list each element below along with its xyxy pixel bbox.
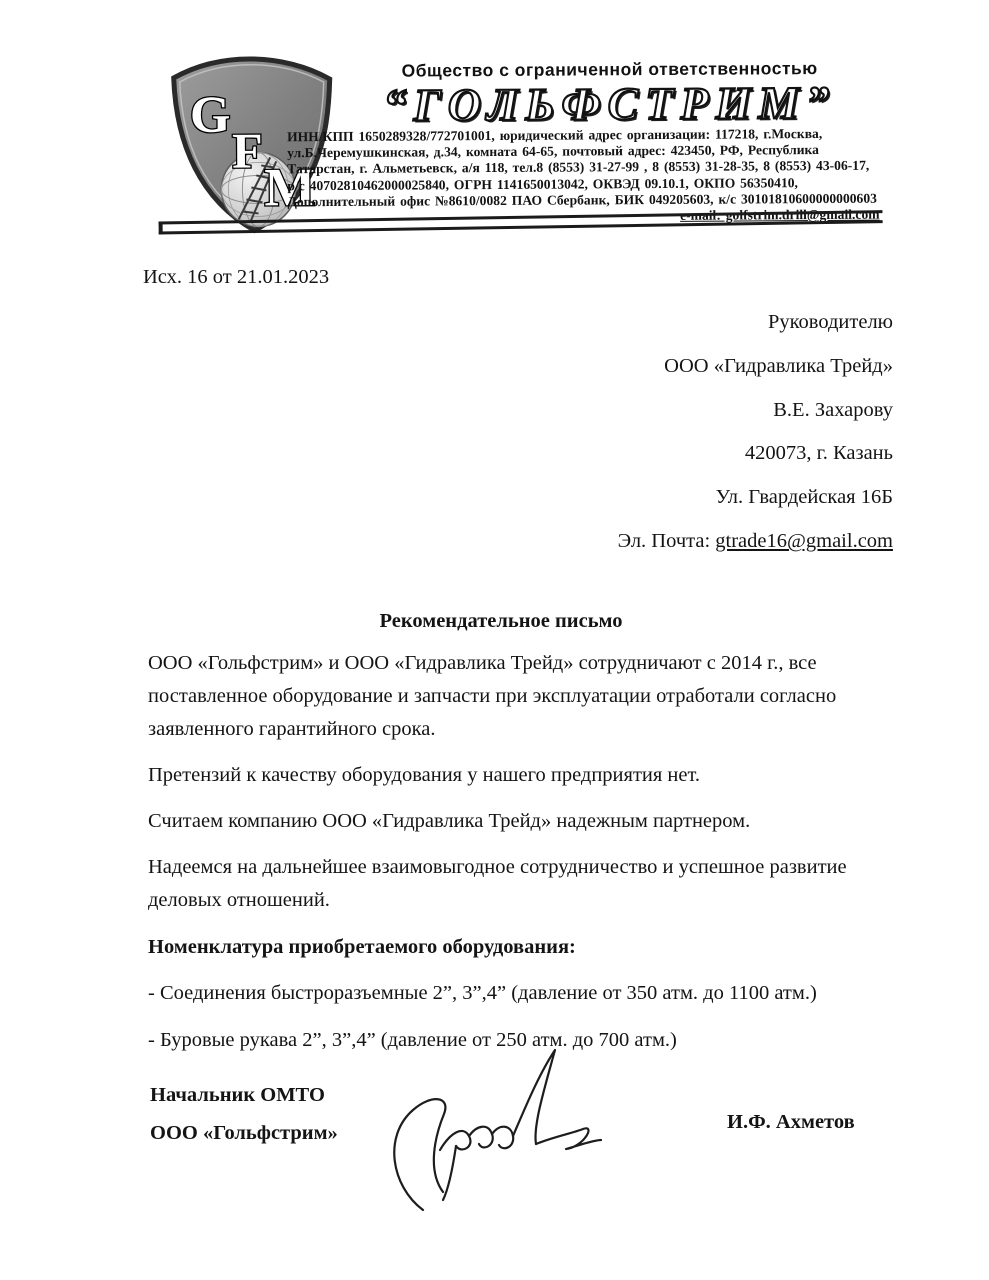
paragraph-cooperation: ООО «Гольфстрим» и ООО «Гидравлика Трейд» сотрудничают с 2014 г., все поставленное оборудование и запчасти при эксплуатации отработали согласно заявленного гарантийного срока. xyxy=(148,652,837,740)
recipient-role: Руководителю xyxy=(767,311,893,333)
recipient-email-line xyxy=(618,520,893,564)
handwritten-signature xyxy=(383,1048,628,1218)
logo-letter-m: M xyxy=(264,157,316,218)
recipient-email-label: Эл. Почта: xyxy=(617,529,716,552)
outgoing-ref-line: Исх. 16 от 21.01.2023 xyxy=(143,266,330,288)
letterhead xyxy=(0,0,989,253)
detail-line-office: Дополнительный офис №8610/0082 ПАО Сбербанк, БИК 049205603, к/с 30101810600000000603 xyxy=(287,190,877,210)
recipient-person: В.Е. Захарову xyxy=(773,398,893,421)
detail-line-inn: ИНН/КПП 1650289328/772701001, юридический адрес организации: 117218, г.Москва, xyxy=(287,125,823,145)
recipient-block xyxy=(618,301,893,564)
letterhead-email-text: e-mail: golfstrim.drill@gmail.com xyxy=(680,206,880,223)
recipient-city: 420073, г. Казань xyxy=(744,442,893,465)
signer-position-line2: ООО «Гольфстрим» xyxy=(150,1122,338,1144)
recipient-street: Ул. Гвардейская 16Б xyxy=(715,486,893,509)
detail-line-phones: Татарстан, г. Альметьевск, а/я 118, тел.8 (8553) 31-27-99 , 8 (8553) 31-28-35, 8 (8553) 43-06-17, xyxy=(287,158,870,177)
org-type-line: Общество с ограниченной ответственностью xyxy=(401,58,818,81)
paragraph-future-cooperation: Надеемся на дальнейшее взаимовыгодное сотрудничество и успешное развитие деловых отношений. xyxy=(148,856,847,911)
nomenclature-item-couplings: - Соединения быстроразъемные 2”, 3”,4” (давление от 350 атм. до 1100 атм.) xyxy=(148,982,817,1004)
signer-name: И.Ф. Ахметов xyxy=(727,1111,855,1133)
recipient-email: gtrade16@gmail.com xyxy=(715,529,893,552)
paragraph-no-claims: Претензий к качеству оборудования у нашего предприятия нет. xyxy=(148,764,701,786)
signer-position-line1: Начальник ОМТО xyxy=(150,1084,325,1106)
nomenclature-heading: Номенклатура приобретаемого оборудования: xyxy=(148,936,576,958)
nomenclature-item-hoses: - Буровые рукава 2”, 3”,4” (давление от 250 атм. до 700 атм.) xyxy=(148,1029,677,1051)
logo-letter-g: G xyxy=(189,86,231,144)
logo-letter-f: F xyxy=(231,122,263,179)
detail-line-address: ул.Б.Черемушкинская, д.34, комната 64-65, почтовый адрес: 423450, РФ, Республика xyxy=(287,142,820,161)
paragraph-reliable-partner: Считаем компанию ООО «Гидравлика Трейд» надежным партнером. xyxy=(148,810,751,832)
recipient-company: ООО «Гидравлика Трейд» xyxy=(664,354,893,377)
letter-title: Рекомендательное письмо xyxy=(379,610,623,632)
company-name-title: “ГОЛЬФСТРИМ” xyxy=(383,76,837,131)
detail-line-bank: р/с 40702810462000025840, ОГРН 1141650013042, ОКВЭД 09.10.1, ОКПО 56350410, xyxy=(287,174,798,193)
letter-body xyxy=(148,610,884,1071)
